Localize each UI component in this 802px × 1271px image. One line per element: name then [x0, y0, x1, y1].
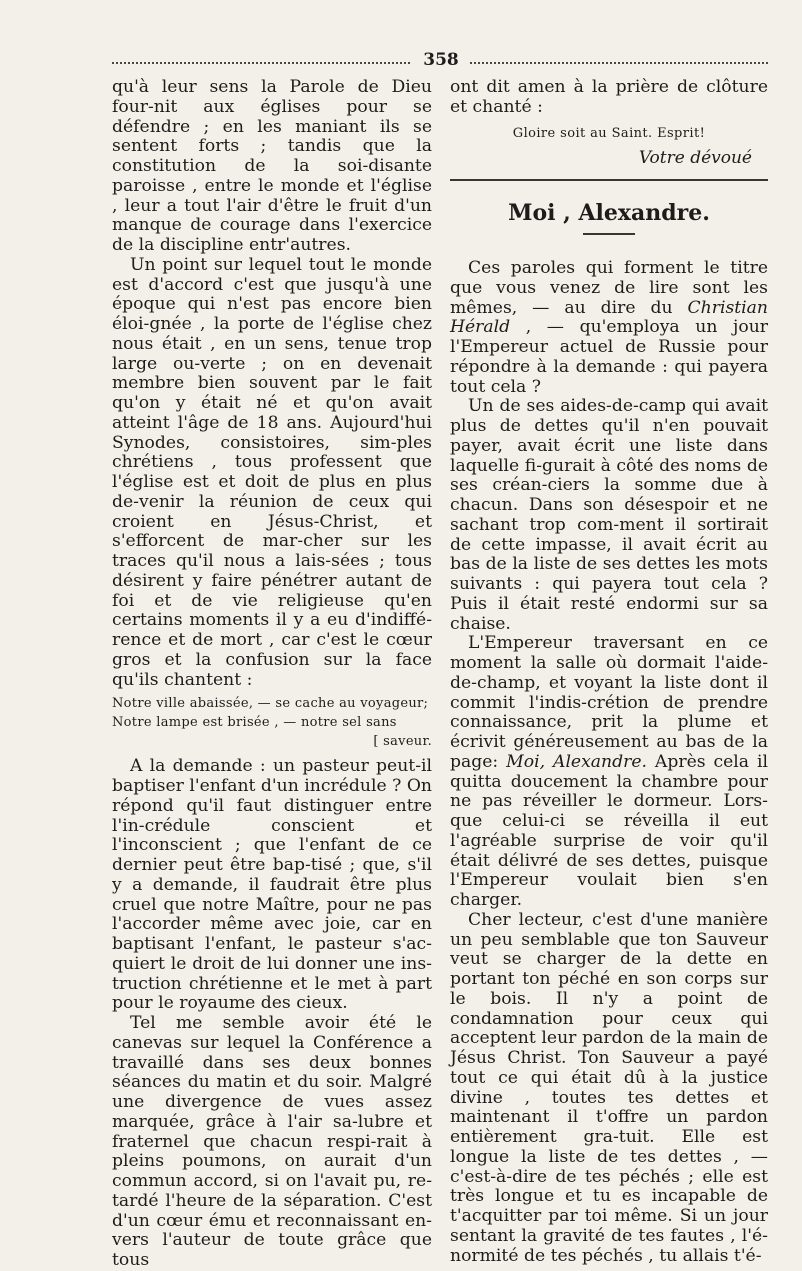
signature: Votre dévoué — [638, 148, 752, 169]
header-rule-right — [470, 62, 768, 64]
source-name: Christian Hérald — [450, 297, 768, 338]
paragraph: qu'à leur sens la Parole de Dieu four-nit aux églises pour se défendre ; en les maniant ils se sentent forts ; tandis que la constitution de la soi-disante paroisse , entre le monde et l'église , leur a tout l'air d'être le fruit d'un manque de courage dans l'exercice de la discipline entr'autres. — [112, 77, 432, 255]
hymn-line: Notre ville abaissée, — se cache au voyageur; — [112, 696, 429, 712]
text-run: , — qu'employa un jour l'Empereur actuel de Russie pour répondre à la demande : qui payera tout cela ? — [450, 317, 768, 397]
header-rule-left — [112, 62, 410, 64]
hymn-line: [ saveur. — [373, 734, 432, 750]
paragraph: Tel me semble avoir été le canevas sur lequel la Conférence a travaillé dans ses deux bonnes séances du matin et du soir. Malgré une divergence de vues assez marquée, grâce à l'air sa-lubre et fraternel que chacun respi-rait à pleins poumons, on aurait d'un commun accord, si on l'avait pu, re-tardé l'heure de la séparation. C'est d'un cœur ému et reconnaissant en-vers l'auteur de toute grâce que tous — [112, 1013, 432, 1270]
title-rule — [583, 233, 635, 235]
paragraph — [450, 259, 768, 397]
paragraph: A la demande : un pasteur peut-il baptiser l'enfant d'un incrédule ? On répond qu'il faut distinguer entre l'in-crédule conscient et l'inconscient ; que l'enfant de ce dernier peut être bap-tisé ; que, s'il y a demande, il faudrait être plus cruel que notre Maître, pour ne pas l'accorder même avec joie, car en baptisant l'enfant, le pasteur s'ac-quiert le droit de lui donner une ins-truction chrétienne et le met à part pour le royaume des cieux. — [112, 756, 432, 1014]
paragraph — [450, 634, 768, 911]
hymn-line: Notre lampe est brisée , — notre sel sans — [112, 715, 397, 731]
left-column — [112, 78, 432, 1271]
section-divider — [450, 179, 768, 181]
article-title: Moi , Alexandre. — [508, 200, 710, 226]
emperor-quote: Moi, Alexandre. — [506, 751, 647, 772]
doxology: Gloire soit au Saint. Esprit! — [512, 125, 706, 141]
text-run: Ces paroles qui forment le titre que vous venez de lire sont les mêmes, — au dire du — [450, 258, 768, 318]
hymn-quote — [112, 694, 432, 751]
paragraph: Un de ses aides-de-camp qui avait plus de dettes qu'il n'en pouvait payer, avait écrit une liste dans laquelle fi-gurait à côté des noms de ses créan-ciers la somme due à chacun. Dans son désespoir et ne sachant trop com-ment il sortirait de cette impasse, il avait écrit au bas de la liste de ses dettes les mots suivants : qui payera tout cela ? Puis il était resté endormi sur sa chaise. — [450, 396, 768, 634]
paragraph: Un point sur lequel tout le monde est d'accord c'est que jusqu'à une époque qui n'est pas encore bien éloi-gnée , la porte de l'église chez nous était , en un sens, tenue trop large ou-verte ; on en devenait membre bien souvent par le fait qu'on y était né et qu'on avait atteint l'âge de 18 ans. Aujourd'hui Synodes, consistoires, sim-ples chrétiens , tous professent que l'église est et doit de plus en plus de-venir la réunion de ceux qui croient en Jésus-Christ, et s'efforcent de mar-cher sur les traces qu'il nous a lais-sées ; tous désirent y faire pénétrer autant de foi et de vie religieuse qu'en certains moments il y a eu d'indiffé-rence et de mort , car c'est le cœur gros et la confusion sur la face qu'ils chantent : — [112, 254, 432, 690]
text-run: Après cela il quitta doucement la chambre pour ne pas réveiller le dormeur. Lors-que celui-ci se réveilla il eut l'agréable surprise de voir qu'il était délivré de ses dettes, puisque l'Empereur voulait bien s'en charger. — [450, 751, 768, 910]
right-column — [450, 78, 768, 1266]
page-number: 358 — [423, 50, 459, 70]
paragraph: ont dit amen à la prière de clôture et chanté : — [450, 77, 768, 117]
text-run: L'Empereur traversant en ce moment la salle où dormait l'aide-de-champ, et voyant la liste dont il commit l'indis-crétion de prendre connaissance, prit la plume et écrivit généreusement au bas de la page: — [450, 633, 768, 772]
paragraph: Cher lecteur, c'est d'une manière un peu semblable que ton Sauveur veut se charger de la dette en portant ton péché en son corps sur le bois. Il n'y a point de condamnation pour ceux qui acceptent leur pardon de la main de Jésus Christ. Ton Sauveur a payé tout ce qui était dû à la justice divine , toutes tes dettes et maintenant il t'offre un pardon entièrement gra-tuit. Elle est longue la liste de tes dettes , — c'est-à-dire de tes péchés ; elle est très longue et tu es incapable de t'acquitter par toi même. Si un jour sentant la gravité de tes fautes , l'é-normité de tes péchés , tu allais t'é- — [450, 909, 768, 1266]
page-header — [112, 52, 768, 70]
